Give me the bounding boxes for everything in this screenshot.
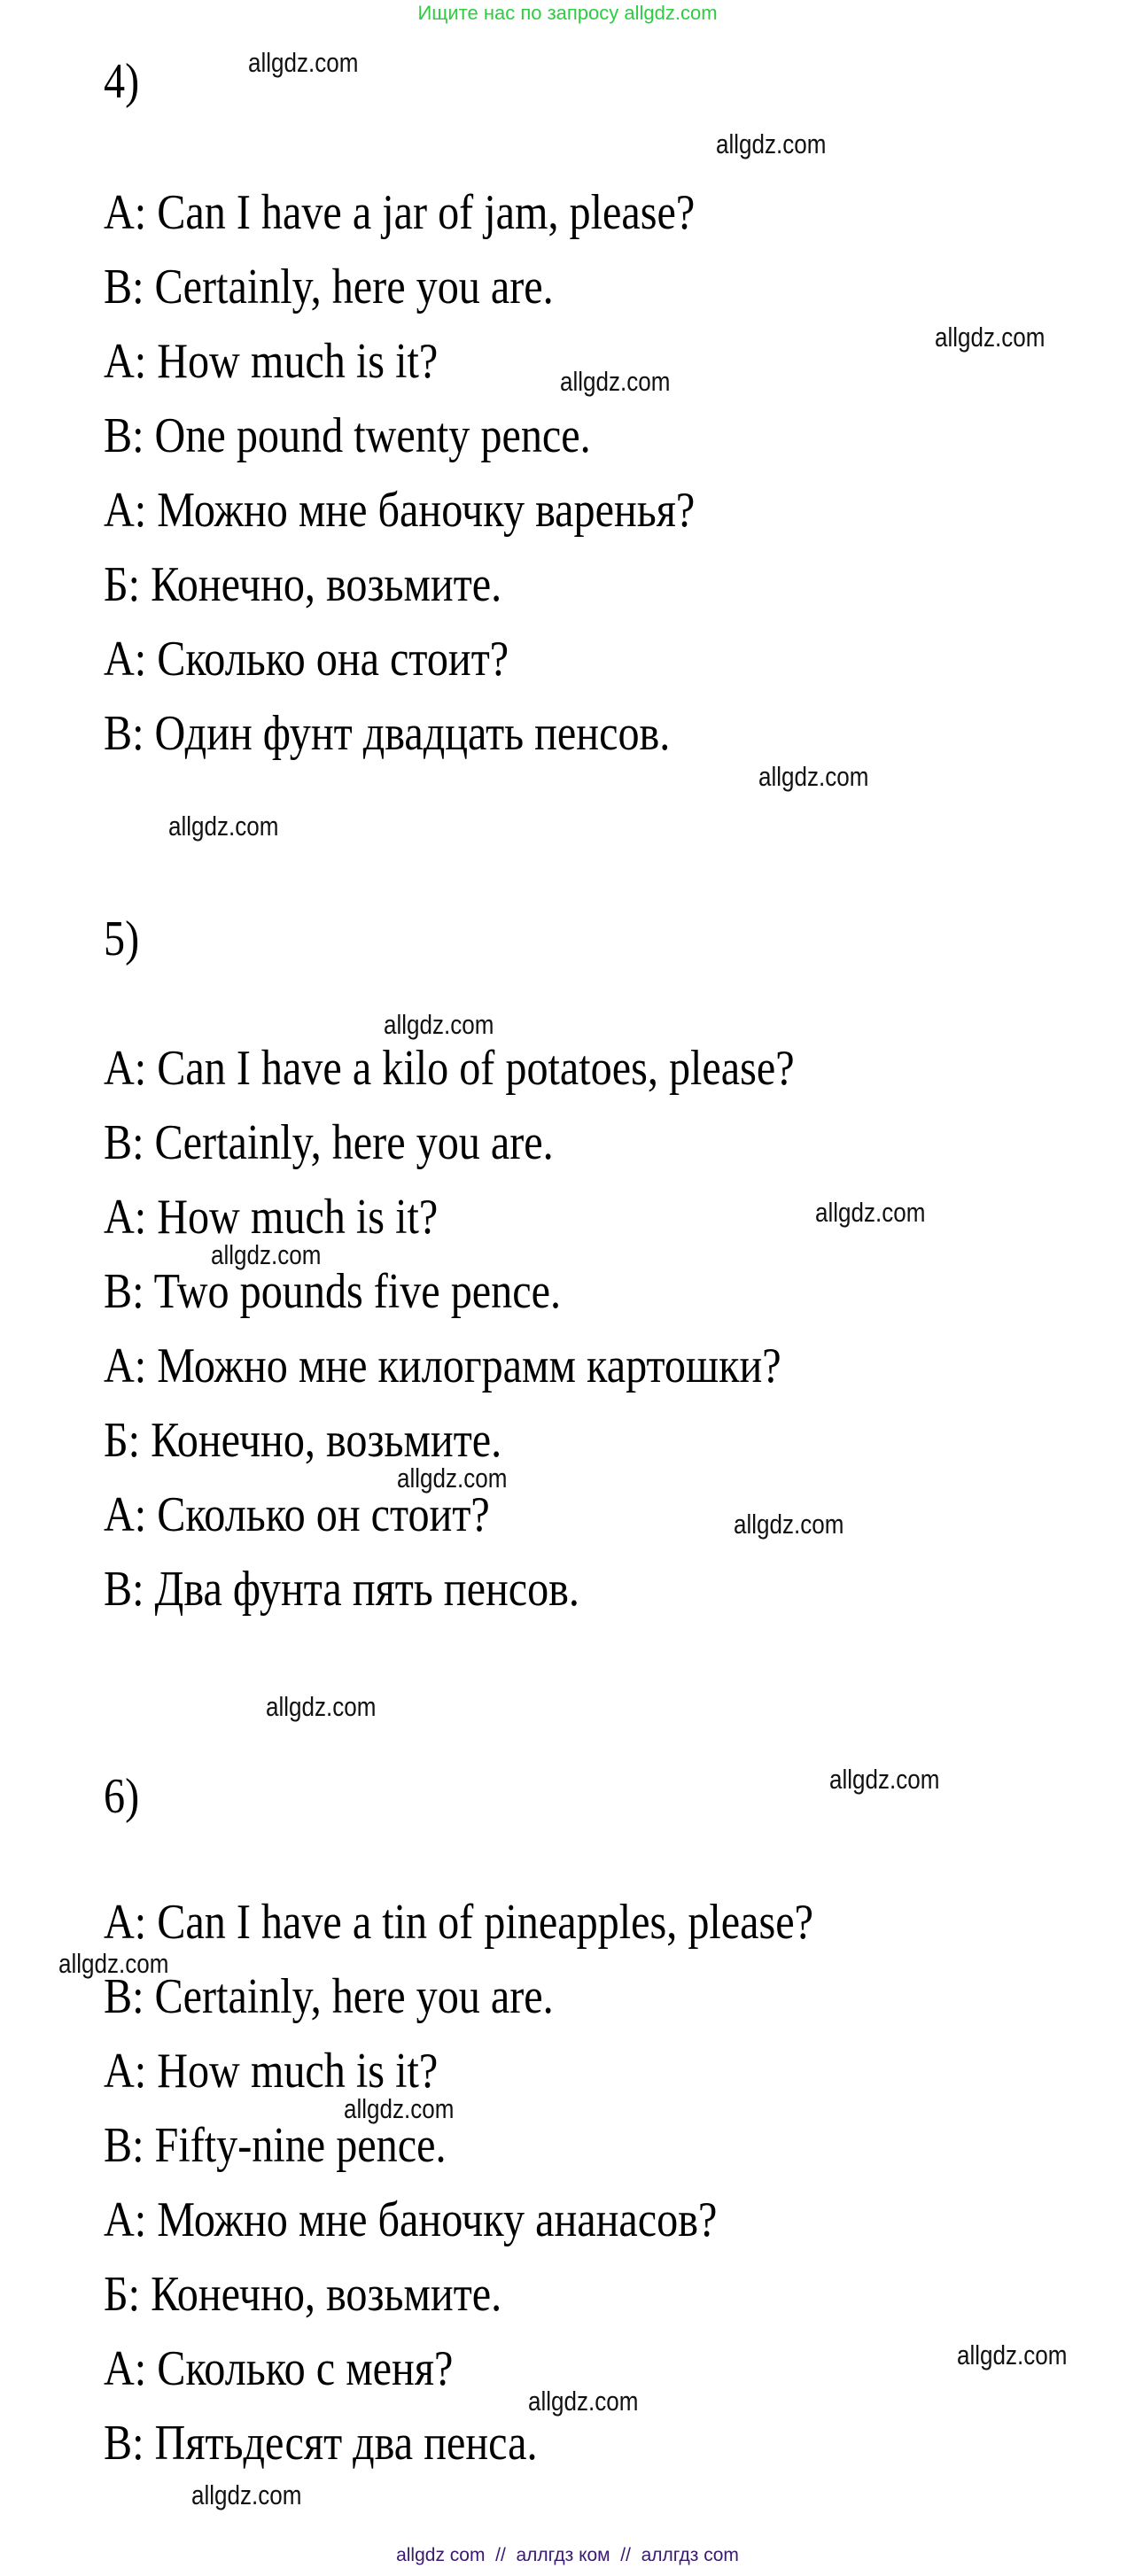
watermark: allgdz.com (384, 1009, 494, 1040)
watermark: allgdz.com (935, 322, 1046, 353)
watermark: allgdz.com (168, 811, 279, 842)
watermark: allgdz.com (528, 2386, 639, 2417)
dialogue-line: В: Два фунта пять пенсов. (104, 1562, 579, 1617)
watermark: allgdz.com (716, 128, 827, 159)
watermark: allgdz.com (734, 1509, 844, 1540)
dialogue-line: A: Can I have a jar of jam, please? (104, 185, 696, 240)
watermark: allgdz.com (397, 1463, 508, 1494)
dialogue-line: A: How much is it? (104, 2044, 439, 2099)
dialogue-line: А: Сколько она стоит? (104, 632, 509, 687)
dialogue-line: А: Сколько он стоит? (104, 1487, 490, 1542)
dialogue-line: Б: Конечно, возьмите. (104, 2267, 502, 2322)
watermark: allgdz.com (758, 761, 869, 792)
dialogue-line: B: Certainly, here you are. (104, 260, 554, 314)
dialogue-line: A: How much is it? (104, 334, 439, 389)
dialogue-line: B: Certainly, here you are. (104, 1969, 554, 2024)
dialogue-line: Б: Конечно, возьмите. (104, 557, 502, 612)
watermark: allgdz.com (266, 1691, 377, 1722)
watermark: allgdz.com (191, 2479, 302, 2510)
top-banner: Ищите нас по запросу allgdz.com (417, 2, 718, 24)
section-number: 6) (104, 1769, 140, 1824)
dialogue-line: A: Can I have a kilo of potatoes, please? (104, 1041, 795, 1096)
watermark: allgdz.com (248, 47, 359, 78)
dialogue-line: А: Можно мне баночку варенья? (104, 483, 696, 538)
dialogue-line: B: One pound twenty pence. (104, 408, 591, 463)
dialogue-line: В: Один фунт двадцать пенсов. (104, 706, 671, 761)
watermark: allgdz.com (815, 1197, 926, 1228)
dialogue-line: А: Сколько с меня? (104, 2341, 454, 2396)
dialogue-line: А: Можно мне баночку ананасов? (104, 2192, 718, 2247)
dialogue-line: А: Можно мне килограмм картошки? (104, 1338, 781, 1393)
section-number: 5) (104, 912, 140, 966)
dialogue-line: A: Can I have a tin of pineapples, please? (104, 1895, 814, 1950)
watermark: allgdz.com (344, 2093, 455, 2124)
dialogue-line: B: Certainly, here you are. (104, 1115, 554, 1170)
dialogue-line: A: How much is it? (104, 1190, 439, 1245)
dialogue-line: Б: Конечно, возьмите. (104, 1413, 502, 1468)
watermark: allgdz.com (957, 2339, 1068, 2370)
watermark: allgdz.com (211, 1239, 322, 1270)
watermark: allgdz.com (829, 1764, 940, 1795)
section-number: 4) (104, 54, 140, 109)
dialogue-line: B: Two pounds five pence. (104, 1264, 562, 1319)
watermark: allgdz.com (58, 1948, 169, 1979)
bottom-banner: allgdz com // аллгдз ком // аллгдз com (396, 2545, 739, 2565)
dialogue-line: B: Fifty-nine pence. (104, 2118, 447, 2173)
watermark: allgdz.com (560, 366, 671, 397)
dialogue-line: В: Пятьдесят два пенса. (104, 2416, 538, 2471)
